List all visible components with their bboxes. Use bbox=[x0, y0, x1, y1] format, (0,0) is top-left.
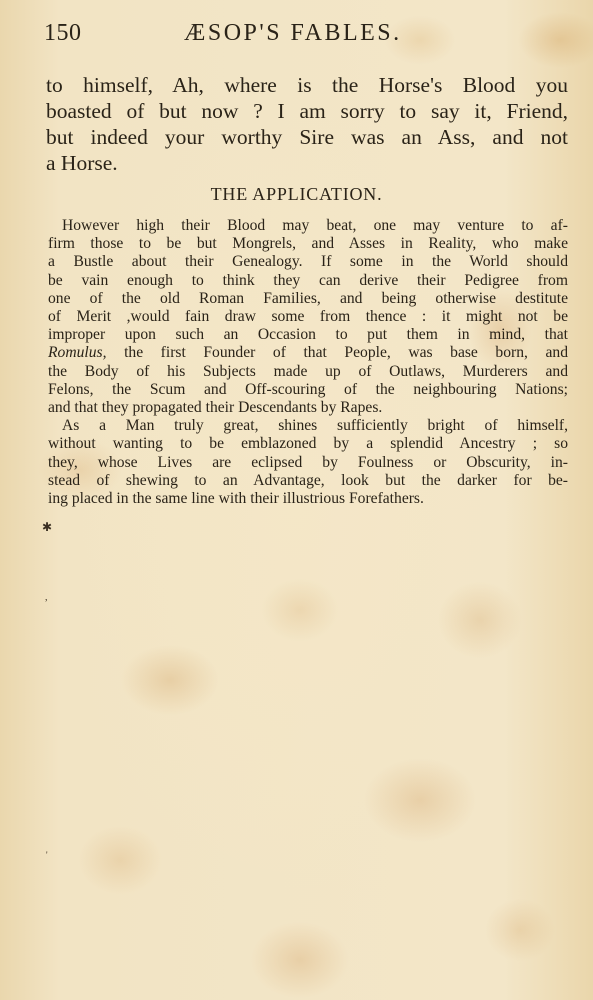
application-line: be vain enough to think they can derive their Pedigree from bbox=[48, 271, 568, 289]
fable-ending-text bbox=[46, 72, 568, 176]
page-number: 150 bbox=[44, 20, 82, 46]
fable-line: but indeed your worthy Sire was an Ass, and not bbox=[46, 125, 568, 149]
running-head: ÆSOP'S FABLES. bbox=[184, 20, 402, 46]
application-line: a Bustle about their Genealogy. If some in the World should bbox=[48, 253, 568, 271]
page-header bbox=[44, 20, 564, 52]
application-text bbox=[48, 217, 568, 508]
application-line: ing placed in the same line with their illustrious Forefathers. bbox=[48, 490, 424, 508]
ink-speck: , bbox=[45, 592, 48, 603]
application-line: and that they propagated their Descendants by Rapes. bbox=[48, 399, 383, 417]
fable-line: a Horse. bbox=[46, 151, 118, 175]
fable-line: boasted of but now ? I am sorry to say it, Friend, bbox=[46, 99, 568, 123]
italic-name: Romulus, bbox=[48, 344, 107, 362]
application-line: improper upon such an Occasion to put them in mind, that bbox=[48, 326, 568, 344]
application-line: As a Man truly great, shines sufficiently bright of himself, bbox=[62, 417, 568, 435]
application-line: they, whose Lives are eclipsed by Foulness or Obscurity, in- bbox=[48, 453, 568, 471]
application-line: without wanting to be emblazoned by a splendid Ancestry ; so bbox=[48, 435, 568, 453]
application-line: stead of shewing to an Advantage, look but the darker for be- bbox=[48, 471, 568, 489]
ink-speck: ' bbox=[46, 850, 48, 860]
application-line: one of the old Roman Families, and being otherwise destitute bbox=[48, 289, 568, 307]
application-line: of Merit ,would fain draw some from thence : it might not be bbox=[48, 308, 568, 326]
application-line-rest: the first Founder of that People, was base born, and bbox=[124, 344, 568, 362]
section-title: THE APPLICATION. bbox=[210, 184, 383, 204]
application-line: However high their Blood may beat, one may venture to af- bbox=[62, 217, 568, 234]
ink-mark: ✱ bbox=[42, 520, 53, 534]
application-line-romulus bbox=[48, 344, 568, 362]
application-line: Felons, the Scum and Off-scouring of the neighbouring Nations; bbox=[48, 380, 568, 398]
fable-line: to himself, Ah, where is the Horse's Blood you bbox=[46, 73, 568, 97]
application-line: the Body of his Subjects made up of Outlaws, Murderers and bbox=[48, 362, 568, 380]
application-line: firm those to be but Mongrels, and Asses in Reality, who make bbox=[48, 235, 568, 253]
